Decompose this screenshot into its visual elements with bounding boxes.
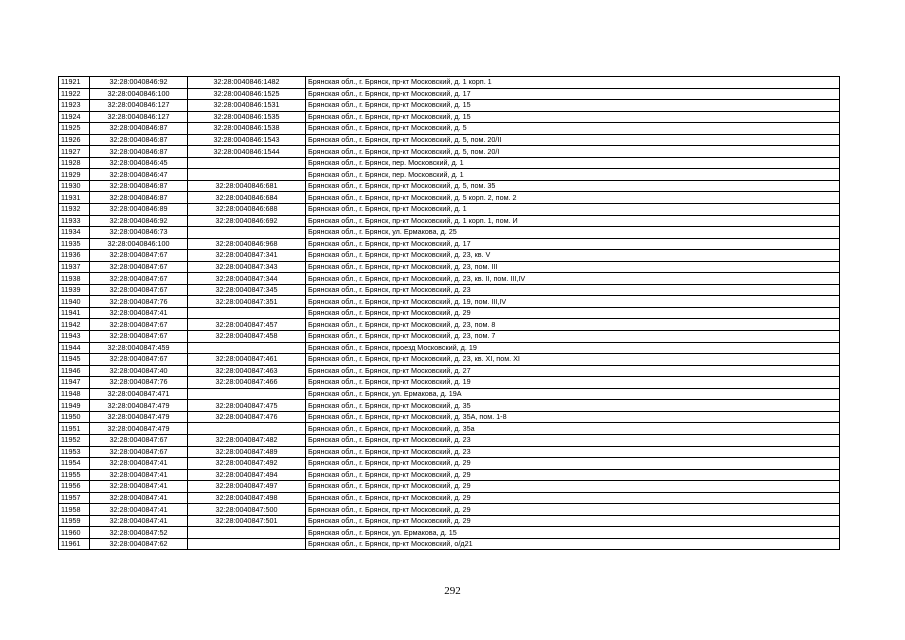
cadastral-quarter-cell: 32:28:0040847:471	[90, 388, 188, 400]
cadastral-quarter-cell: 32:28:0040847:67	[90, 354, 188, 366]
address-cell: Брянская обл., г. Брянск, пр-кт Московский, д. 29	[306, 492, 840, 504]
address-cell: Брянская обл., г. Брянск, пр-кт Московский, д. 5	[306, 123, 840, 135]
cadastral-object-cell: 32:28:0040846:1544	[188, 146, 306, 158]
table-row	[59, 180, 840, 192]
table-row	[59, 481, 840, 493]
table-row	[59, 100, 840, 112]
table-row	[59, 388, 840, 400]
table-row	[59, 469, 840, 481]
cadastral-quarter-cell: 32:28:0040846:127	[90, 100, 188, 112]
table-row	[59, 261, 840, 273]
row-number-cell: 11961	[59, 538, 90, 550]
address-cell: Брянская обл., г. Брянск, пр-кт Московский, д. 35а	[306, 423, 840, 435]
row-number-cell: 11944	[59, 342, 90, 354]
address-cell: Брянская обл., г. Брянск, пр-кт Московский, о/д21	[306, 538, 840, 550]
cadastral-object-cell: 32:28:0040847:345	[188, 284, 306, 296]
cadastral-object-cell: 32:28:0040846:1538	[188, 123, 306, 135]
address-cell: Брянская обл., г. Брянск, пр-кт Московский, д. 17	[306, 88, 840, 100]
table-row	[59, 111, 840, 123]
table-row	[59, 411, 840, 423]
address-cell: Брянская обл., г. Брянск, пр-кт Московский, д. 19	[306, 377, 840, 389]
table-row	[59, 307, 840, 319]
row-number-cell: 11926	[59, 134, 90, 146]
cadastral-object-cell: 32:28:0040847:494	[188, 469, 306, 481]
row-number-cell: 11959	[59, 515, 90, 527]
cadastral-quarter-cell: 32:28:0040847:479	[90, 411, 188, 423]
row-number-cell: 11932	[59, 204, 90, 216]
cadastral-object-cell	[188, 227, 306, 239]
cadastral-object-cell: 32:28:0040846:1535	[188, 111, 306, 123]
cadastral-quarter-cell: 32:28:0040846:87	[90, 123, 188, 135]
cadastral-quarter-cell: 32:28:0040847:76	[90, 377, 188, 389]
address-cell: Брянская обл., г. Брянск, пр-кт Московский, д. 23	[306, 446, 840, 458]
cadastral-object-cell	[188, 423, 306, 435]
cadastral-quarter-cell: 32:28:0040847:52	[90, 527, 188, 539]
row-number-cell: 11927	[59, 146, 90, 158]
address-cell: Брянская обл., г. Брянск, проезд Московский, д. 19	[306, 342, 840, 354]
row-number-cell: 11951	[59, 423, 90, 435]
table-row	[59, 538, 840, 550]
cadastral-object-cell: 32:28:0040847:351	[188, 296, 306, 308]
address-cell: Брянская обл., г. Брянск, ул. Ермакова, д. 25	[306, 227, 840, 239]
row-number-cell: 11952	[59, 434, 90, 446]
address-cell: Брянская обл., г. Брянск, пр-кт Московский, д. 5, пом. 20/I	[306, 146, 840, 158]
cadastral-object-cell: 32:28:0040847:482	[188, 434, 306, 446]
cadastral-object-cell: 32:28:0040846:681	[188, 180, 306, 192]
cadastral-quarter-cell: 32:28:0040847:67	[90, 331, 188, 343]
cadastral-object-cell: 32:28:0040847:476	[188, 411, 306, 423]
cadastral-quarter-cell: 32:28:0040846:100	[90, 88, 188, 100]
cadastral-quarter-cell: 32:28:0040847:41	[90, 481, 188, 493]
table-row	[59, 250, 840, 262]
table-row	[59, 123, 840, 135]
cadastral-object-cell	[188, 169, 306, 181]
cadastral-quarter-cell: 32:28:0040847:67	[90, 446, 188, 458]
cadastral-object-cell	[188, 388, 306, 400]
cadastral-quarter-cell: 32:28:0040846:47	[90, 169, 188, 181]
cadastral-quarter-cell: 32:28:0040846:87	[90, 192, 188, 204]
address-cell: Брянская обл., г. Брянск, пр-кт Московский, д. 1 корп. 1	[306, 77, 840, 89]
address-cell: Брянская обл., г. Брянск, пр-кт Московский, д. 1 корп. 1, пом. И	[306, 215, 840, 227]
address-cell: Брянская обл., г. Брянск, пр-кт Московский, д. 5, пом. 20/II	[306, 134, 840, 146]
address-cell: Брянская обл., г. Брянск, ул. Ермакова, д. 19А	[306, 388, 840, 400]
table-row	[59, 157, 840, 169]
table-row	[59, 365, 840, 377]
cadastral-object-cell: 32:28:0040847:466	[188, 377, 306, 389]
cadastral-object-cell: 32:28:0040847:489	[188, 446, 306, 458]
row-number-cell: 11956	[59, 481, 90, 493]
row-number-cell: 11935	[59, 238, 90, 250]
address-cell: Брянская обл., г. Брянск, пр-кт Московский, д. 29	[306, 458, 840, 470]
address-cell: Брянская обл., г. Брянск, пр-кт Московский, д. 17	[306, 238, 840, 250]
address-cell: Брянская обл., г. Брянск, пр-кт Московский, д. 23	[306, 284, 840, 296]
row-number-cell: 11923	[59, 100, 90, 112]
table-row	[59, 146, 840, 158]
address-cell: Брянская обл., г. Брянск, пер. Московский, д. 1	[306, 169, 840, 181]
table-row	[59, 284, 840, 296]
cadastral-object-cell: 32:28:0040847:343	[188, 261, 306, 273]
row-number-cell: 11946	[59, 365, 90, 377]
table-row	[59, 169, 840, 181]
address-cell: Брянская обл., г. Брянск, пр-кт Московский, д. 29	[306, 515, 840, 527]
address-cell: Брянская обл., г. Брянск, пр-кт Московский, д. 5, пом. 35	[306, 180, 840, 192]
table-row	[59, 331, 840, 343]
row-number-cell: 11933	[59, 215, 90, 227]
cadastral-quarter-cell: 32:28:0040847:41	[90, 504, 188, 516]
row-number-cell: 11940	[59, 296, 90, 308]
row-number-cell: 11943	[59, 331, 90, 343]
cadastral-object-cell: 32:28:0040847:458	[188, 331, 306, 343]
cadastral-quarter-cell: 32:28:0040847:67	[90, 273, 188, 285]
table-row	[59, 434, 840, 446]
cadastral-object-cell: 32:28:0040846:1531	[188, 100, 306, 112]
cadastral-object-cell: 32:28:0040847:492	[188, 458, 306, 470]
cadastral-object-cell	[188, 307, 306, 319]
cadastral-quarter-cell: 32:28:0040846:87	[90, 134, 188, 146]
cadastral-object-cell: 32:28:0040847:344	[188, 273, 306, 285]
row-number-cell: 11934	[59, 227, 90, 239]
cadastral-quarter-cell: 32:28:0040846:100	[90, 238, 188, 250]
cadastral-quarter-cell: 32:28:0040847:479	[90, 423, 188, 435]
row-number-cell: 11954	[59, 458, 90, 470]
address-cell: Брянская обл., г. Брянск, пр-кт Московский, д. 23, пом. 7	[306, 331, 840, 343]
cadastral-quarter-cell: 32:28:0040846:92	[90, 77, 188, 89]
row-number-cell: 11925	[59, 123, 90, 135]
row-number-cell: 11958	[59, 504, 90, 516]
row-number-cell: 11924	[59, 111, 90, 123]
table-row	[59, 296, 840, 308]
row-number-cell: 11947	[59, 377, 90, 389]
table-row	[59, 492, 840, 504]
table-row	[59, 319, 840, 331]
cadastral-object-cell: 32:28:0040847:498	[188, 492, 306, 504]
cadastral-quarter-cell: 32:28:0040847:479	[90, 400, 188, 412]
table-row	[59, 77, 840, 89]
cadastral-quarter-cell: 32:28:0040847:41	[90, 458, 188, 470]
page-number: 292	[444, 585, 461, 597]
address-cell: Брянская обл., г. Брянск, пр-кт Московский, д. 15	[306, 111, 840, 123]
table-row	[59, 354, 840, 366]
table-row	[59, 238, 840, 250]
address-cell: Брянская обл., г. Брянск, пр-кт Московский, д. 29	[306, 469, 840, 481]
row-number-cell: 11949	[59, 400, 90, 412]
address-cell: Брянская обл., г. Брянск, пр-кт Московский, д. 27	[306, 365, 840, 377]
address-cell: Брянская обл., г. Брянск, пр-кт Московский, д. 23, пом. III	[306, 261, 840, 273]
address-cell: Брянская обл., г. Брянск, пер. Московский, д. 1	[306, 157, 840, 169]
cadastral-quarter-cell: 32:28:0040847:67	[90, 319, 188, 331]
table-row	[59, 527, 840, 539]
table-row	[59, 342, 840, 354]
cadastral-quarter-cell: 32:28:0040846:87	[90, 180, 188, 192]
cadastral-quarter-cell: 32:28:0040846:92	[90, 215, 188, 227]
row-number-cell: 11922	[59, 88, 90, 100]
cadastral-object-cell: 32:28:0040846:1543	[188, 134, 306, 146]
cadastral-quarter-cell: 32:28:0040847:41	[90, 469, 188, 481]
cadastral-object-cell: 32:28:0040846:1482	[188, 77, 306, 89]
registry-table-body	[59, 77, 840, 550]
address-cell: Брянская обл., г. Брянск, пр-кт Московский, д. 19, пом. III,IV	[306, 296, 840, 308]
cadastral-quarter-cell: 32:28:0040847:67	[90, 434, 188, 446]
address-cell: Брянская обл., г. Брянск, пр-кт Московский, д. 23, кв. XI, пом. XI	[306, 354, 840, 366]
table-row	[59, 504, 840, 516]
cadastral-object-cell: 32:28:0040847:341	[188, 250, 306, 262]
table-row	[59, 215, 840, 227]
row-number-cell: 11941	[59, 307, 90, 319]
row-number-cell: 11929	[59, 169, 90, 181]
registry-table	[58, 76, 840, 550]
cadastral-quarter-cell: 32:28:0040847:40	[90, 365, 188, 377]
address-cell: Брянская обл., г. Брянск, пр-кт Московский, д. 23	[306, 434, 840, 446]
cadastral-quarter-cell: 32:28:0040847:41	[90, 307, 188, 319]
cadastral-quarter-cell: 32:28:0040846:45	[90, 157, 188, 169]
cadastral-quarter-cell: 32:28:0040846:127	[90, 111, 188, 123]
cadastral-object-cell: 32:28:0040847:501	[188, 515, 306, 527]
table-row	[59, 204, 840, 216]
cadastral-quarter-cell: 32:28:0040847:41	[90, 492, 188, 504]
table-row	[59, 423, 840, 435]
table-row	[59, 515, 840, 527]
address-cell: Брянская обл., г. Брянск, пр-кт Московский, д. 23, кв. V	[306, 250, 840, 262]
address-cell: Брянская обл., г. Брянск, пр-кт Московский, д. 1	[306, 204, 840, 216]
address-cell: Брянская обл., г. Брянск, пр-кт Московский, д. 35А, пом. 1-8	[306, 411, 840, 423]
cadastral-object-cell: 32:28:0040847:461	[188, 354, 306, 366]
table-row	[59, 134, 840, 146]
table-row	[59, 227, 840, 239]
row-number-cell: 11921	[59, 77, 90, 89]
table-row	[59, 377, 840, 389]
row-number-cell: 11930	[59, 180, 90, 192]
cadastral-object-cell: 32:28:0040846:684	[188, 192, 306, 204]
cadastral-object-cell: 32:28:0040847:475	[188, 400, 306, 412]
row-number-cell: 11950	[59, 411, 90, 423]
cadastral-object-cell	[188, 157, 306, 169]
cadastral-quarter-cell: 32:28:0040847:67	[90, 250, 188, 262]
cadastral-object-cell: 32:28:0040847:457	[188, 319, 306, 331]
row-number-cell: 11945	[59, 354, 90, 366]
address-cell: Брянская обл., г. Брянск, пр-кт Московский, д. 15	[306, 100, 840, 112]
address-cell: Брянская обл., г. Брянск, пр-кт Московский, д. 5 корп. 2, пом. 2	[306, 192, 840, 204]
cadastral-quarter-cell: 32:28:0040847:76	[90, 296, 188, 308]
row-number-cell: 11948	[59, 388, 90, 400]
address-cell: Брянская обл., г. Брянск, пр-кт Московский, д. 29	[306, 504, 840, 516]
address-cell: Брянская обл., г. Брянск, ул. Ермакова, д. 15	[306, 527, 840, 539]
row-number-cell: 11955	[59, 469, 90, 481]
row-number-cell: 11939	[59, 284, 90, 296]
address-cell: Брянская обл., г. Брянск, пр-кт Московский, д. 35	[306, 400, 840, 412]
table-row	[59, 192, 840, 204]
row-number-cell: 11942	[59, 319, 90, 331]
cadastral-object-cell	[188, 527, 306, 539]
cadastral-quarter-cell: 32:28:0040847:67	[90, 284, 188, 296]
cadastral-object-cell: 32:28:0040846:688	[188, 204, 306, 216]
cadastral-quarter-cell: 32:28:0040846:87	[90, 146, 188, 158]
cadastral-object-cell: 32:28:0040847:500	[188, 504, 306, 516]
address-cell: Брянская обл., г. Брянск, пр-кт Московский, д. 29	[306, 307, 840, 319]
cadastral-object-cell: 32:28:0040846:692	[188, 215, 306, 227]
cadastral-quarter-cell: 32:28:0040847:41	[90, 515, 188, 527]
row-number-cell: 11936	[59, 250, 90, 262]
address-cell: Брянская обл., г. Брянск, пр-кт Московский, д. 29	[306, 481, 840, 493]
row-number-cell: 11931	[59, 192, 90, 204]
table-row	[59, 458, 840, 470]
cadastral-object-cell: 32:28:0040847:463	[188, 365, 306, 377]
cadastral-quarter-cell: 32:28:0040846:89	[90, 204, 188, 216]
table-row	[59, 446, 840, 458]
cadastral-quarter-cell: 32:28:0040847:62	[90, 538, 188, 550]
row-number-cell: 11937	[59, 261, 90, 273]
cadastral-object-cell: 32:28:0040846:1525	[188, 88, 306, 100]
row-number-cell: 11957	[59, 492, 90, 504]
cadastral-object-cell	[188, 342, 306, 354]
cadastral-quarter-cell: 32:28:0040846:73	[90, 227, 188, 239]
address-cell: Брянская обл., г. Брянск, пр-кт Московский, д. 23, пом. 8	[306, 319, 840, 331]
cadastral-quarter-cell: 32:28:0040847:67	[90, 261, 188, 273]
cadastral-object-cell: 32:28:0040847:497	[188, 481, 306, 493]
table-row	[59, 400, 840, 412]
row-number-cell: 11928	[59, 157, 90, 169]
row-number-cell: 11938	[59, 273, 90, 285]
cadastral-quarter-cell: 32:28:0040847:459	[90, 342, 188, 354]
row-number-cell: 11953	[59, 446, 90, 458]
address-cell: Брянская обл., г. Брянск, пр-кт Московский, д. 23, кв. II, пом. III,IV	[306, 273, 840, 285]
cadastral-object-cell	[188, 538, 306, 550]
cadastral-object-cell: 32:28:0040846:968	[188, 238, 306, 250]
table-row	[59, 88, 840, 100]
table-row	[59, 273, 840, 285]
row-number-cell: 11960	[59, 527, 90, 539]
